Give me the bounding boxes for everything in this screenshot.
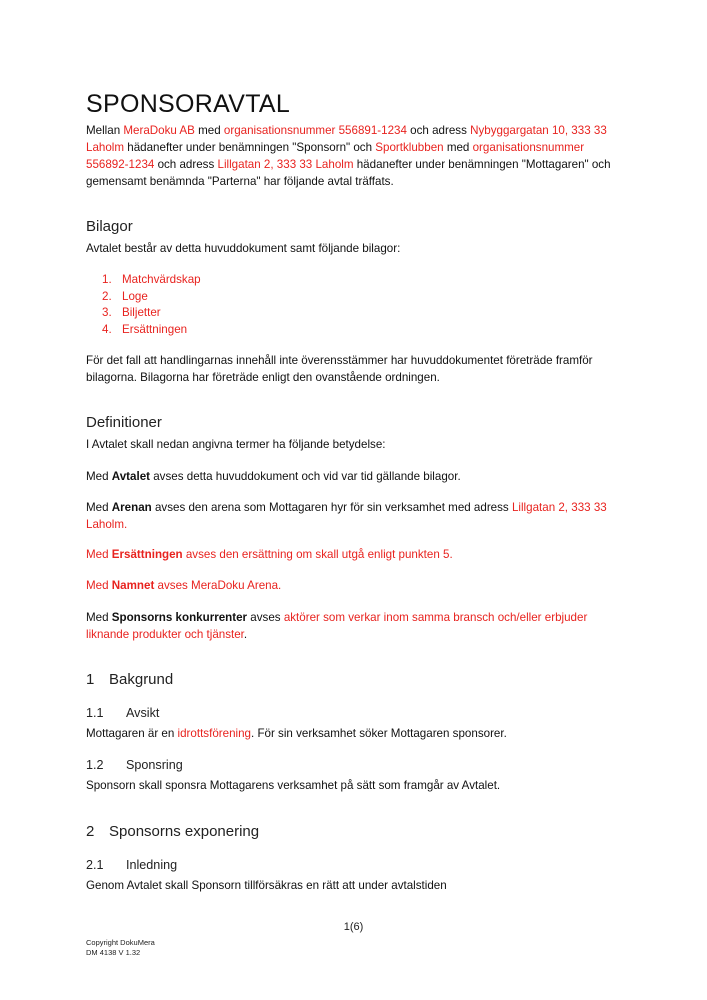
club-name: Sportklubben: [375, 141, 444, 154]
definition-ersattningen: Med Ersättningen avses den ersättning om skall utgå enligt punkten 5.: [86, 548, 453, 561]
address-sponsor: Nybyggargatan 10, 333 33 Laholm: [86, 124, 607, 154]
address-recipient: Lillgatan 2, 333 33 Laholm: [217, 158, 354, 171]
heading-section-2: 2 Sponsorns exponering: [86, 823, 260, 840]
list-item: 1. Matchvärdskap: [102, 273, 201, 286]
bilagor-lead: Avtalet består av detta huvuddokument samt följande bilagor:: [86, 242, 401, 255]
list-item: 2. Loge: [102, 289, 148, 303]
section-1-2-text: Sponsorn skall sponsra Mottagarens verksamhet på sätt som framgår av Avtalet.: [86, 779, 501, 792]
page-number: 1(6): [343, 921, 364, 933]
heading-section-1: 1 Bakgrund: [86, 671, 174, 688]
document-code: DM 4138 V 1.32: [86, 948, 141, 957]
bilagor-list: [102, 272, 201, 338]
definition-konkurrenter: Med Sponsorns konkurrenter avses aktörer som verkar inom samma bransch och/eller erbjuder liknande produkter och tjänster.: [86, 611, 588, 641]
definition-namnet: Med Namnet avses MeraDoku Arena.: [86, 579, 282, 592]
heading-section-1-1: 1.1 Avsikt: [86, 706, 160, 720]
definition-avtalet: Med Avtalet avses detta huvuddokument och vid var tid gällande bilagor.: [86, 470, 461, 483]
definition-arenan: Med Arenan avses den arena som Mottagaren hyr för sin verksamhet med adress Lillgatan 2, 333 33 Laholm.: [86, 501, 607, 531]
section-1-1-text: Mottagaren är en idrottsförening. För sin verksamhet söker Mottagaren sponsorer.: [86, 727, 507, 740]
definitioner-lead: I Avtalet skall nedan angivna termer ha följande betydelse:: [86, 438, 386, 451]
heading-definitioner: Definitioner: [86, 414, 162, 431]
footer-meta: [86, 938, 155, 958]
heading-bilagor: Bilagor: [86, 218, 133, 235]
org-number-sponsor: organisationsnummer 556891-1234: [223, 124, 407, 137]
copyright-text: Copyright DokuMera: [86, 938, 155, 947]
org-number-recipient: organisationsnummer 556892-1234: [86, 141, 585, 171]
intro-paragraph: Mellan MeraDoku AB med organisationsnummer 556891-1234 och adress Nybyggargatan 10, 333 33 Laholm hädanefter under benämningen "Sponsorn" och Sportklubben med organisationsnummer 556892-1234 och adress Lillgatan 2, 333 33 Laholm hädanefter under benämningen "Mottagaren" och gemensamt benämnda "Parterna" har följande avtal träffats.: [86, 124, 611, 188]
document-title: SPONSORAVTAL: [86, 90, 291, 118]
bilagor-note: För det fall att handlingarnas innehåll inte överensstämmer har huvuddokumentet företräde framför bilagorna. Bilagorna har företräde enligt den ovanstående ordningen.: [86, 354, 593, 384]
list-item: 3. Biljetter: [102, 306, 161, 319]
company-name: MeraDoku AB: [123, 124, 195, 137]
list-item: 4. Ersättningen: [102, 322, 188, 336]
heading-section-1-2: 1.2 Sponsring: [86, 758, 183, 772]
heading-section-2-1: 2.1 Inledning: [86, 858, 178, 872]
section-2-1-text: Genom Avtalet skall Sponsorn tillförsäkras en rätt att under avtalstiden: [86, 879, 447, 892]
